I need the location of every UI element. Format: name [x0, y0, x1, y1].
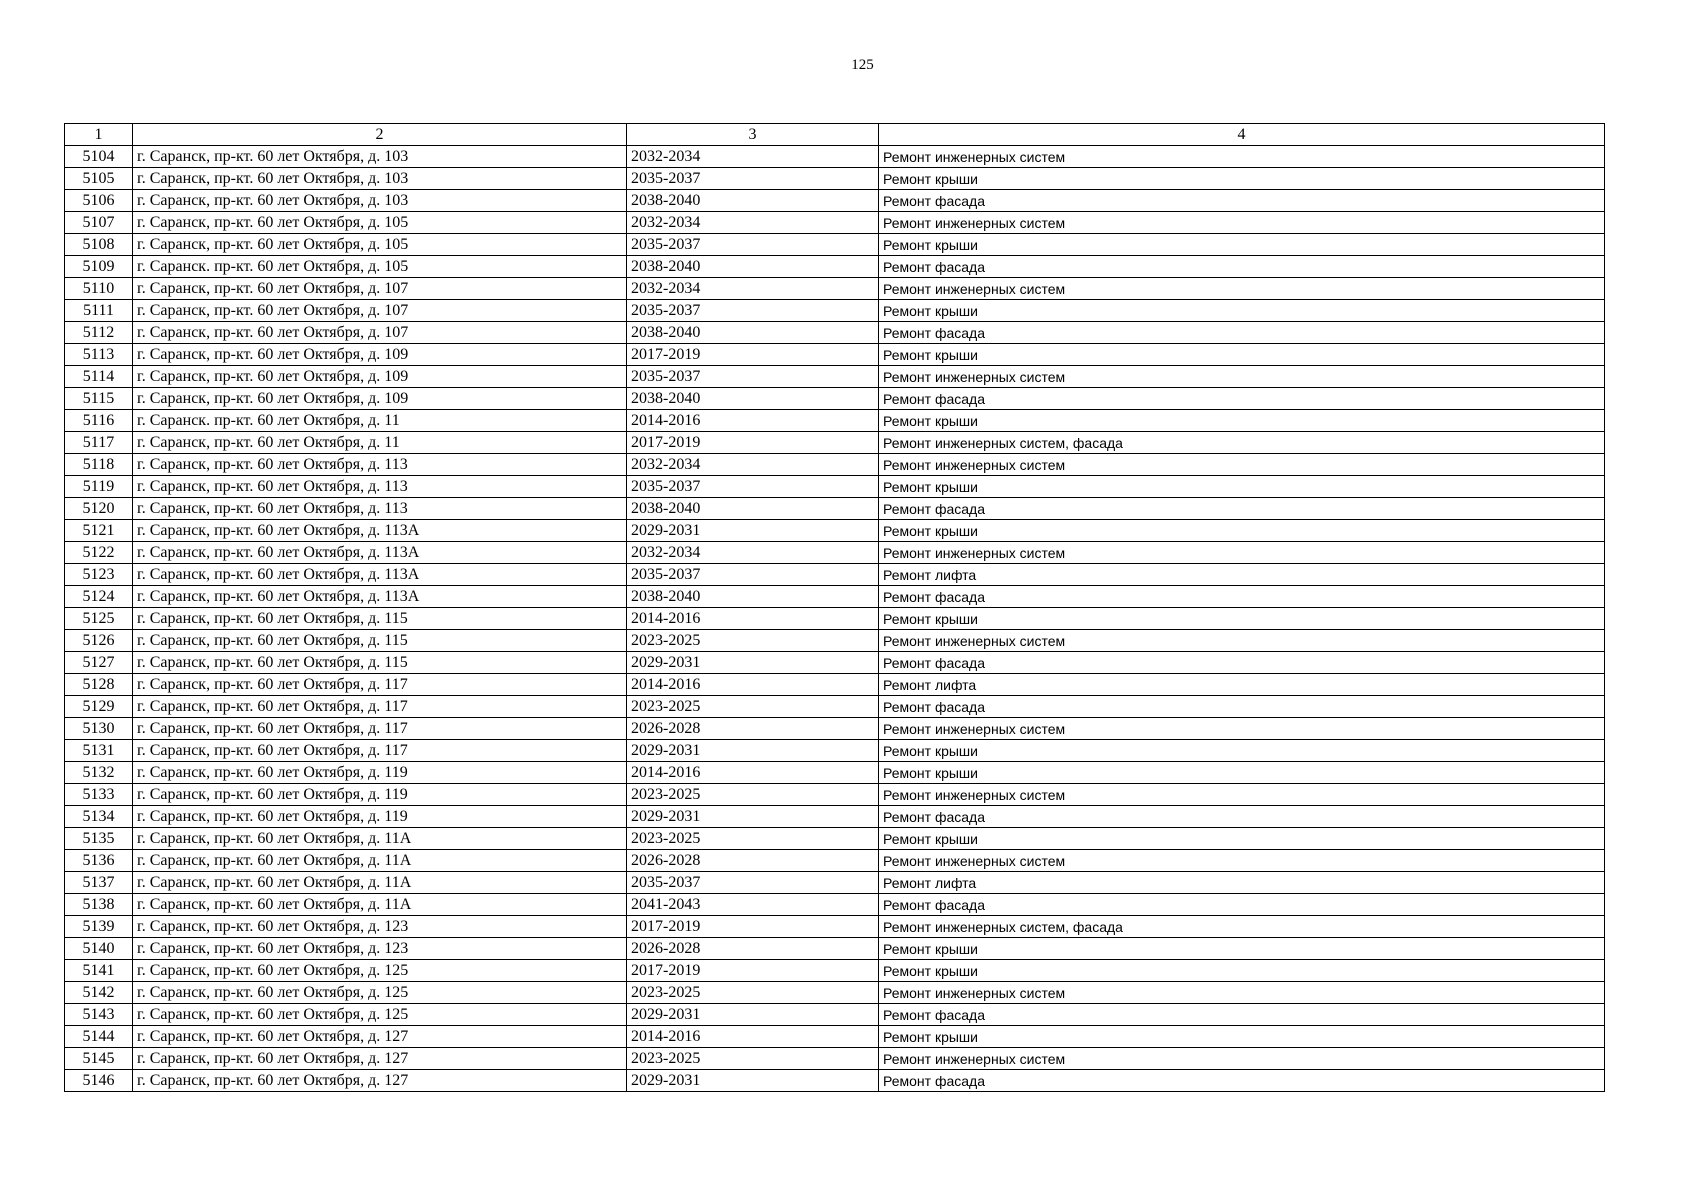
table-row [65, 916, 1605, 938]
work-type-cell: Ремонт крыши [879, 410, 1605, 432]
work-type-cell: Ремонт фасада [879, 894, 1605, 916]
row-number: 5110 [65, 278, 133, 300]
address-cell: г. Саранск, пр-кт. 60 лет Октября, д. 127 [133, 1070, 627, 1092]
period-cell: 2032-2034 [627, 454, 879, 476]
period-cell: 2032-2034 [627, 146, 879, 168]
table-row [65, 322, 1605, 344]
address-cell: г. Саранск, пр-кт. 60 лет Октября, д. 107 [133, 322, 627, 344]
work-type-cell: Ремонт фасада [879, 1004, 1605, 1026]
period-cell: 2017-2019 [627, 916, 879, 938]
row-number: 5130 [65, 718, 133, 740]
work-type-cell: Ремонт крыши [879, 740, 1605, 762]
address-cell: г. Саранск, пр-кт. 60 лет Октября, д. 113 [133, 476, 627, 498]
address-cell: г. Саранск, пр-кт. 60 лет Октября, д. 11А [133, 872, 627, 894]
period-cell: 2023-2025 [627, 784, 879, 806]
period-cell: 2023-2025 [627, 630, 879, 652]
row-number: 5135 [65, 828, 133, 850]
period-cell: 2023-2025 [627, 982, 879, 1004]
period-cell: 2023-2025 [627, 1048, 879, 1070]
table-row [65, 784, 1605, 806]
address-cell: г. Саранск, пр-кт. 60 лет Октября, д. 11 [133, 432, 627, 454]
row-number: 5128 [65, 674, 133, 696]
address-cell: г. Саранск, пр-кт. 60 лет Октября, д. 115 [133, 630, 627, 652]
address-cell: г. Саранск, пр-кт. 60 лет Октября, д. 107 [133, 278, 627, 300]
work-type-cell: Ремонт инженерных систем [879, 542, 1605, 564]
period-cell: 2038-2040 [627, 586, 879, 608]
address-cell: г. Саранск, пр-кт. 60 лет Октября, д. 103 [133, 190, 627, 212]
address-cell: г. Саранск, пр-кт. 60 лет Октября, д. 113 [133, 454, 627, 476]
row-number: 5139 [65, 916, 133, 938]
period-cell: 2026-2028 [627, 938, 879, 960]
row-number: 5131 [65, 740, 133, 762]
period-cell: 2023-2025 [627, 696, 879, 718]
period-cell: 2035-2037 [627, 476, 879, 498]
row-number: 5144 [65, 1026, 133, 1048]
row-number: 5125 [65, 608, 133, 630]
address-cell: г. Саранск, пр-кт. 60 лет Октября, д. 117 [133, 674, 627, 696]
row-number: 5119 [65, 476, 133, 498]
work-type-cell: Ремонт инженерных систем, фасада [879, 432, 1605, 454]
address-cell: г. Саранск, пр-кт. 60 лет Октября, д. 11А [133, 850, 627, 872]
work-type-cell: Ремонт крыши [879, 168, 1605, 190]
table-row [65, 190, 1605, 212]
table-row [65, 740, 1605, 762]
address-cell: г. Саранск, пр-кт. 60 лет Октября, д. 11А [133, 828, 627, 850]
table-header [65, 124, 1605, 146]
work-type-cell: Ремонт фасада [879, 1070, 1605, 1092]
row-number: 5107 [65, 212, 133, 234]
address-cell: г. Саранск, пр-кт. 60 лет Октября, д. 113А [133, 564, 627, 586]
row-number: 5105 [65, 168, 133, 190]
table-row [65, 256, 1605, 278]
address-cell: г. Саранск, пр-кт. 60 лет Октября, д. 123 [133, 916, 627, 938]
table-row [65, 476, 1605, 498]
table-row [65, 652, 1605, 674]
work-type-cell: Ремонт фасада [879, 652, 1605, 674]
row-number: 5145 [65, 1048, 133, 1070]
row-number: 5133 [65, 784, 133, 806]
table-row [65, 234, 1605, 256]
row-number: 5146 [65, 1070, 133, 1092]
period-cell: 2038-2040 [627, 190, 879, 212]
row-number: 5134 [65, 806, 133, 828]
row-number: 5137 [65, 872, 133, 894]
table-body [65, 146, 1605, 1092]
work-type-cell: Ремонт фасада [879, 190, 1605, 212]
address-cell: г. Саранск, пр-кт. 60 лет Октября, д. 123 [133, 938, 627, 960]
work-type-cell: Ремонт крыши [879, 344, 1605, 366]
work-type-cell: Ремонт крыши [879, 520, 1605, 542]
row-number: 5126 [65, 630, 133, 652]
work-type-cell: Ремонт инженерных систем [879, 718, 1605, 740]
address-cell: г. Саранск, пр-кт. 60 лет Октября, д. 127 [133, 1048, 627, 1070]
work-type-cell: Ремонт инженерных систем, фасада [879, 916, 1605, 938]
row-number: 5142 [65, 982, 133, 1004]
table-row [65, 388, 1605, 410]
row-number: 5136 [65, 850, 133, 872]
table-row [65, 1004, 1605, 1026]
work-type-cell: Ремонт крыши [879, 828, 1605, 850]
address-cell: г. Саранск, пр-кт. 60 лет Октября, д. 119 [133, 762, 627, 784]
header-row [65, 124, 1605, 146]
address-cell: г. Саранск, пр-кт. 60 лет Октября, д. 113А [133, 520, 627, 542]
work-type-cell: Ремонт фасада [879, 498, 1605, 520]
work-type-cell: Ремонт инженерных систем [879, 146, 1605, 168]
work-type-cell: Ремонт инженерных систем [879, 454, 1605, 476]
period-cell: 2017-2019 [627, 432, 879, 454]
period-cell: 2014-2016 [627, 1026, 879, 1048]
table-row [65, 608, 1605, 630]
period-cell: 2035-2037 [627, 168, 879, 190]
row-number: 5138 [65, 894, 133, 916]
table-row [65, 982, 1605, 1004]
period-cell: 2017-2019 [627, 344, 879, 366]
address-cell: г. Саранск, пр-кт. 60 лет Октября, д. 125 [133, 960, 627, 982]
table-row [65, 938, 1605, 960]
period-cell: 2029-2031 [627, 1004, 879, 1026]
work-type-cell: Ремонт инженерных систем [879, 278, 1605, 300]
table-row [65, 960, 1605, 982]
table-row [65, 586, 1605, 608]
address-cell: г. Саранск, пр-кт. 60 лет Октября, д. 117 [133, 718, 627, 740]
work-type-cell: Ремонт крыши [879, 234, 1605, 256]
table-row [65, 410, 1605, 432]
period-cell: 2014-2016 [627, 674, 879, 696]
row-number: 5120 [65, 498, 133, 520]
table-row [65, 806, 1605, 828]
period-cell: 2038-2040 [627, 256, 879, 278]
address-cell: г. Саранск, пр-кт. 60 лет Октября, д. 11А [133, 894, 627, 916]
work-type-cell: Ремонт инженерных систем [879, 630, 1605, 652]
work-type-cell: Ремонт инженерных систем [879, 982, 1605, 1004]
period-cell: 2029-2031 [627, 520, 879, 542]
address-cell: г. Саранск, пр-кт. 60 лет Октября, д. 113А [133, 542, 627, 564]
address-cell: г. Саранск, пр-кт. 60 лет Октября, д. 103 [133, 146, 627, 168]
address-cell: г. Саранск, пр-кт. 60 лет Октября, д. 127 [133, 1026, 627, 1048]
work-type-cell: Ремонт фасада [879, 388, 1605, 410]
table-row [65, 674, 1605, 696]
address-cell: г. Саранск, пр-кт. 60 лет Октября, д. 109 [133, 366, 627, 388]
work-type-cell: Ремонт фасада [879, 806, 1605, 828]
period-cell: 2026-2028 [627, 850, 879, 872]
table-row [65, 454, 1605, 476]
period-cell: 2035-2037 [627, 872, 879, 894]
table-row [65, 630, 1605, 652]
work-type-cell: Ремонт лифта [879, 872, 1605, 894]
page-number: 125 [851, 57, 874, 73]
address-cell: г. Саранск, пр-кт. 60 лет Октября, д. 105 [133, 234, 627, 256]
period-cell: 2035-2037 [627, 300, 879, 322]
table-row [65, 146, 1605, 168]
table-row [65, 168, 1605, 190]
table-row [65, 432, 1605, 454]
row-number: 5104 [65, 146, 133, 168]
work-type-cell: Ремонт инженерных систем [879, 366, 1605, 388]
table-row [65, 1070, 1605, 1092]
address-cell: г. Саранск. пр-кт. 60 лет Октября, д. 105 [133, 256, 627, 278]
address-cell: г. Саранск, пр-кт. 60 лет Октября, д. 109 [133, 344, 627, 366]
work-type-cell: Ремонт крыши [879, 960, 1605, 982]
row-number: 5118 [65, 454, 133, 476]
address-cell: г. Саранск. пр-кт. 60 лет Октября, д. 11 [133, 410, 627, 432]
period-cell: 2014-2016 [627, 410, 879, 432]
header-col-1: 1 [65, 124, 133, 146]
repair-schedule-table [64, 123, 1605, 1092]
work-type-cell: Ремонт инженерных систем [879, 1048, 1605, 1070]
address-cell: г. Саранск, пр-кт. 60 лет Октября, д. 107 [133, 300, 627, 322]
period-cell: 2035-2037 [627, 366, 879, 388]
header-col-3: 3 [627, 124, 879, 146]
period-cell: 2029-2031 [627, 740, 879, 762]
table-row [65, 872, 1605, 894]
row-number: 5113 [65, 344, 133, 366]
table-row [65, 498, 1605, 520]
row-number: 5122 [65, 542, 133, 564]
work-type-cell: Ремонт крыши [879, 476, 1605, 498]
address-cell: г. Саранск, пр-кт. 60 лет Октября, д. 125 [133, 1004, 627, 1026]
address-cell: г. Саранск, пр-кт. 60 лет Октября, д. 113 [133, 498, 627, 520]
table-row [65, 300, 1605, 322]
row-number: 5115 [65, 388, 133, 410]
period-cell: 2035-2037 [627, 564, 879, 586]
period-cell: 2017-2019 [627, 960, 879, 982]
period-cell: 2014-2016 [627, 608, 879, 630]
row-number: 5116 [65, 410, 133, 432]
address-cell: г. Саранск, пр-кт. 60 лет Октября, д. 117 [133, 740, 627, 762]
period-cell: 2041-2043 [627, 894, 879, 916]
table-row [65, 520, 1605, 542]
row-number: 5123 [65, 564, 133, 586]
row-number: 5124 [65, 586, 133, 608]
row-number: 5117 [65, 432, 133, 454]
row-number: 5121 [65, 520, 133, 542]
row-number: 5109 [65, 256, 133, 278]
table-row [65, 850, 1605, 872]
row-number: 5129 [65, 696, 133, 718]
header-col-2: 2 [133, 124, 627, 146]
work-type-cell: Ремонт лифта [879, 564, 1605, 586]
table-row [65, 696, 1605, 718]
table-row [65, 564, 1605, 586]
period-cell: 2038-2040 [627, 322, 879, 344]
address-cell: г. Саранск, пр-кт. 60 лет Октября, д. 103 [133, 168, 627, 190]
period-cell: 2032-2034 [627, 542, 879, 564]
address-cell: г. Саранск, пр-кт. 60 лет Октября, д. 119 [133, 806, 627, 828]
period-cell: 2029-2031 [627, 1070, 879, 1092]
row-number: 5106 [65, 190, 133, 212]
row-number: 5114 [65, 366, 133, 388]
period-cell: 2035-2037 [627, 234, 879, 256]
address-cell: г. Саранск, пр-кт. 60 лет Октября, д. 119 [133, 784, 627, 806]
row-number: 5132 [65, 762, 133, 784]
work-type-cell: Ремонт фасада [879, 322, 1605, 344]
work-type-cell: Ремонт лифта [879, 674, 1605, 696]
work-type-cell: Ремонт крыши [879, 300, 1605, 322]
period-cell: 2023-2025 [627, 828, 879, 850]
table-row [65, 894, 1605, 916]
address-cell: г. Саранск, пр-кт. 60 лет Октября, д. 117 [133, 696, 627, 718]
address-cell: г. Саранск, пр-кт. 60 лет Октября, д. 115 [133, 652, 627, 674]
table-row [65, 542, 1605, 564]
table-row [65, 344, 1605, 366]
period-cell: 2029-2031 [627, 806, 879, 828]
row-number: 5127 [65, 652, 133, 674]
work-type-cell: Ремонт крыши [879, 762, 1605, 784]
work-type-cell: Ремонт фасада [879, 586, 1605, 608]
table-row [65, 718, 1605, 740]
period-cell: 2014-2016 [627, 762, 879, 784]
table-row [65, 1048, 1605, 1070]
table-row [65, 278, 1605, 300]
work-type-cell: Ремонт инженерных систем [879, 850, 1605, 872]
address-cell: г. Саранск, пр-кт. 60 лет Октября, д. 115 [133, 608, 627, 630]
work-type-cell: Ремонт крыши [879, 1026, 1605, 1048]
work-type-cell: Ремонт инженерных систем [879, 212, 1605, 234]
address-cell: г. Саранск, пр-кт. 60 лет Октября, д. 113А [133, 586, 627, 608]
table-row [65, 828, 1605, 850]
row-number: 5111 [65, 300, 133, 322]
work-type-cell: Ремонт фасада [879, 256, 1605, 278]
period-cell: 2026-2028 [627, 718, 879, 740]
table-row [65, 366, 1605, 388]
address-cell: г. Саранск, пр-кт. 60 лет Октября, д. 109 [133, 388, 627, 410]
address-cell: г. Саранск, пр-кт. 60 лет Октября, д. 125 [133, 982, 627, 1004]
period-cell: 2032-2034 [627, 212, 879, 234]
row-number: 5112 [65, 322, 133, 344]
header-col-4: 4 [879, 124, 1605, 146]
period-cell: 2029-2031 [627, 652, 879, 674]
table-row [65, 212, 1605, 234]
row-number: 5141 [65, 960, 133, 982]
work-type-cell: Ремонт инженерных систем [879, 784, 1605, 806]
period-cell: 2038-2040 [627, 388, 879, 410]
row-number: 5143 [65, 1004, 133, 1026]
work-type-cell: Ремонт крыши [879, 938, 1605, 960]
row-number: 5140 [65, 938, 133, 960]
table-row [65, 1026, 1605, 1048]
address-cell: г. Саранск, пр-кт. 60 лет Октября, д. 105 [133, 212, 627, 234]
work-type-cell: Ремонт крыши [879, 608, 1605, 630]
row-number: 5108 [65, 234, 133, 256]
period-cell: 2032-2034 [627, 278, 879, 300]
table-row [65, 762, 1605, 784]
work-type-cell: Ремонт фасада [879, 696, 1605, 718]
period-cell: 2038-2040 [627, 498, 879, 520]
